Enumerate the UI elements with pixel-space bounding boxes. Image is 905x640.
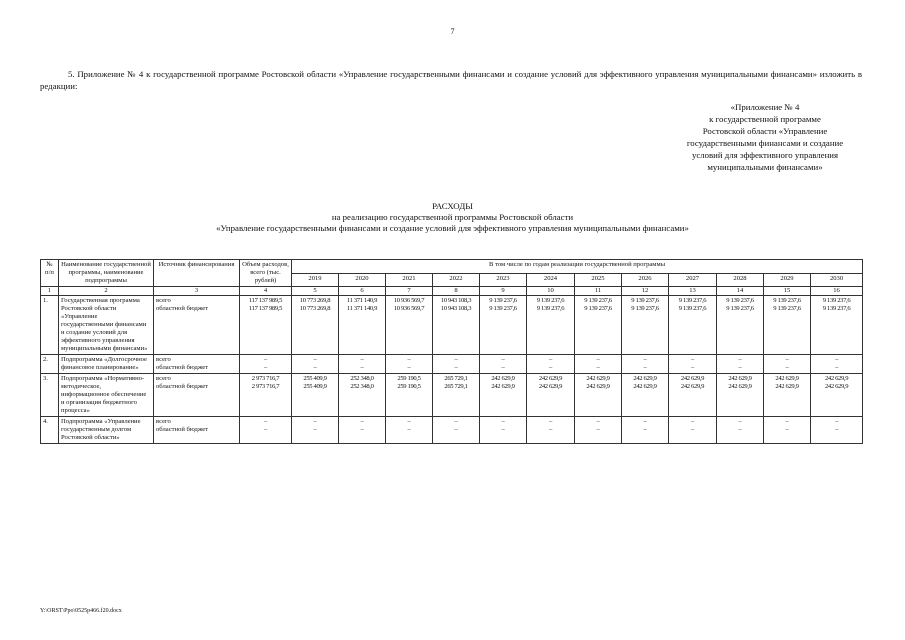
row-source <box>154 417 240 444</box>
table-row <box>41 296 863 355</box>
header-name: Наименование государственной программы, наименование подпрограммы <box>59 260 154 287</box>
year-value: – <box>835 364 839 371</box>
year-value: 10 936 569,7 <box>393 305 425 312</box>
row-total-line: 117 137 989,5 <box>248 305 283 312</box>
row-year-value <box>669 355 717 374</box>
year-value: – <box>501 418 505 425</box>
table-header-row <box>41 260 863 274</box>
row-total <box>240 296 292 355</box>
header-year: 2023 <box>480 273 527 287</box>
year-value: – <box>407 356 411 363</box>
year-value: – <box>360 426 364 433</box>
year-value: 242 629,9 <box>633 383 657 390</box>
year-value: 11 371 140,9 <box>346 297 378 304</box>
row-year-value <box>764 296 811 355</box>
year-value: – <box>360 418 364 425</box>
row-year-value <box>480 296 527 355</box>
year-value: 9 139 237,6 <box>584 305 612 312</box>
header-year: 2025 <box>575 273 622 287</box>
row-year-value <box>575 296 622 355</box>
year-value: 10 943 108,3 <box>440 305 472 312</box>
header-year: 2030 <box>811 273 863 287</box>
row-year-value <box>669 296 717 355</box>
row-year-value <box>575 417 622 444</box>
year-value: 10 773 269,8 <box>299 297 331 304</box>
year-value: 9 139 237,6 <box>536 305 565 312</box>
header-num: № п/п <box>41 260 59 287</box>
table-row <box>41 355 863 374</box>
year-value: 255 409,9 <box>303 375 327 382</box>
column-number: 13 <box>669 287 717 296</box>
row-year-value <box>527 355 575 374</box>
row-year-value <box>292 374 339 417</box>
year-value: – <box>549 426 552 433</box>
row-total-line: – <box>264 418 267 425</box>
row-year-value <box>339 296 386 355</box>
year-value: – <box>691 418 694 425</box>
row-year-value <box>386 296 433 355</box>
header-total: Объем расходов, всего (тыс. рублей) <box>240 260 292 287</box>
row-year-value <box>292 296 339 355</box>
year-value: 9 139 237,6 <box>631 305 659 312</box>
column-number: 15 <box>764 287 811 296</box>
year-value: – <box>313 418 317 425</box>
intro-paragraph: 5. Приложение № 4 к государственной программе Ростовской области «Управление государственными финансами и создание условий для эффективного управления муниципальными финансами» изложить в редакции: <box>40 69 862 91</box>
year-value: 10 936 569,7 <box>393 297 425 304</box>
column-number: 14 <box>717 287 764 296</box>
year-value: 259 190,5 <box>397 383 421 390</box>
year-value: – <box>691 356 694 363</box>
year-value: – <box>549 364 552 371</box>
row-year-value <box>764 417 811 444</box>
row-year-value <box>764 374 811 417</box>
row-year-value <box>480 417 527 444</box>
expenses-table <box>40 259 863 444</box>
header-year: 2027 <box>669 273 717 287</box>
year-value: 242 629,9 <box>824 375 849 382</box>
row-source <box>154 355 240 374</box>
document-subtitle: на реализацию государственной программы Ростовской области <box>331 212 574 222</box>
year-value: – <box>407 426 411 433</box>
row-year-value <box>480 355 527 374</box>
annex-heading <box>655 101 875 173</box>
year-value: 242 629,9 <box>775 375 799 382</box>
row-year-value <box>339 374 386 417</box>
annex-line: условий для эффективного управления <box>691 150 839 160</box>
year-value: – <box>549 418 552 425</box>
document-title: РАСХОДЫ <box>432 201 473 211</box>
year-value: – <box>501 364 505 371</box>
row-year-value <box>622 296 669 355</box>
year-value: – <box>360 356 364 363</box>
row-year-value <box>717 355 764 374</box>
row-year-value <box>292 417 339 444</box>
year-value: 242 629,9 <box>680 375 705 382</box>
year-value: – <box>738 426 742 433</box>
year-value: 242 629,9 <box>491 375 515 382</box>
table-row <box>41 417 863 444</box>
column-number: 7 <box>386 287 433 296</box>
row-total-line: – <box>264 426 267 433</box>
year-value: 9 139 237,6 <box>631 297 659 304</box>
row-year-value <box>386 355 433 374</box>
year-value: – <box>738 418 742 425</box>
column-number: 16 <box>811 287 863 296</box>
row-year-value <box>433 417 480 444</box>
row-year-value <box>527 296 575 355</box>
header-year: 2019 <box>292 273 339 287</box>
row-source-line: областной бюджет <box>156 383 209 390</box>
row-year-value <box>433 374 480 417</box>
row-year-value <box>527 374 575 417</box>
year-value: – <box>785 356 789 363</box>
year-value: – <box>835 426 839 433</box>
year-value: – <box>643 356 647 363</box>
row-number: 2. <box>41 355 59 374</box>
row-name: Подпрограмма «Долгосрочное финансовое планирование» <box>59 355 154 374</box>
year-value: 11 371 140,9 <box>346 305 378 312</box>
year-value: 9 139 237,6 <box>489 297 517 304</box>
header-year: 2021 <box>386 273 433 287</box>
year-value: – <box>407 364 411 371</box>
column-number: 8 <box>433 287 480 296</box>
column-number: 12 <box>622 287 669 296</box>
column-number: 11 <box>575 287 622 296</box>
row-source <box>154 374 240 417</box>
row-year-value <box>764 355 811 374</box>
row-source-line: всего <box>156 418 171 425</box>
year-value: – <box>454 364 458 371</box>
row-year-value <box>669 417 717 444</box>
year-value: – <box>313 364 317 371</box>
year-value: 242 629,9 <box>824 383 849 390</box>
row-year-value <box>339 417 386 444</box>
row-year-value <box>433 296 480 355</box>
year-value: 242 629,9 <box>775 383 799 390</box>
year-value: 242 629,9 <box>586 383 610 390</box>
year-value: – <box>360 364 364 371</box>
header-source: Источник финансирования <box>154 260 240 287</box>
row-year-value <box>622 374 669 417</box>
year-value: – <box>643 426 647 433</box>
row-year-value <box>811 355 863 374</box>
header-year: 2020 <box>339 273 386 287</box>
year-value: – <box>691 426 694 433</box>
year-value: 9 139 237,6 <box>773 305 801 312</box>
row-total-line: – <box>264 364 267 371</box>
header-year: 2026 <box>622 273 669 287</box>
row-source <box>154 296 240 355</box>
row-source-line: всего <box>156 356 171 363</box>
row-year-value <box>717 374 764 417</box>
row-source-line: всего <box>156 297 171 304</box>
year-value: 242 629,9 <box>680 383 705 390</box>
year-value: 9 139 237,6 <box>822 297 851 304</box>
column-number: 4 <box>240 287 292 296</box>
header-year: 2028 <box>717 273 764 287</box>
year-value: – <box>313 426 317 433</box>
column-number: 10 <box>527 287 575 296</box>
year-value: 9 139 237,6 <box>584 297 612 304</box>
year-value: 242 629,9 <box>538 375 563 382</box>
year-value: – <box>596 418 600 425</box>
row-name: Государственная программа Ростовской области «Управление государственными финансами и создание условий для эффективного управления муниципальными финансами» <box>59 296 154 355</box>
row-total <box>240 417 292 444</box>
year-value: – <box>835 356 839 363</box>
year-value: – <box>596 364 600 371</box>
year-value: 242 629,9 <box>633 375 657 382</box>
year-value: – <box>454 418 458 425</box>
row-total <box>240 355 292 374</box>
row-year-value <box>622 417 669 444</box>
row-year-value <box>386 417 433 444</box>
row-year-value <box>669 374 717 417</box>
row-total-line: 2 973 716,7 <box>251 375 280 382</box>
row-name: Подпрограмма «Нормативно-методическое, информационное обеспечение и организация бюджетного процесса» <box>59 374 154 417</box>
year-value: – <box>549 356 552 363</box>
row-year-value <box>811 417 863 444</box>
row-year-value <box>386 374 433 417</box>
header-year: 2022 <box>433 273 480 287</box>
year-value: 10 773 269,8 <box>299 305 331 312</box>
row-source-line: областной бюджет <box>156 364 209 371</box>
column-number-row <box>41 287 863 296</box>
year-value: 259 190,5 <box>397 375 421 382</box>
year-value: 9 139 237,6 <box>536 297 565 304</box>
year-value: – <box>454 426 458 433</box>
year-value: – <box>596 426 600 433</box>
year-value: – <box>454 356 458 363</box>
year-value: – <box>785 418 789 425</box>
row-year-value <box>717 296 764 355</box>
year-value: 10 943 108,3 <box>440 297 472 304</box>
year-value: – <box>313 356 317 363</box>
row-source-line: всего <box>156 375 171 382</box>
row-number: 1. <box>41 296 59 355</box>
year-value: – <box>596 356 600 363</box>
row-source-line: областной бюджет <box>156 426 209 433</box>
header-year: 2029 <box>764 273 811 287</box>
annex-line: государственными финансами и создание <box>686 138 844 148</box>
row-year-value <box>292 355 339 374</box>
row-year-value <box>339 355 386 374</box>
year-value: 242 629,9 <box>586 375 610 382</box>
row-year-value <box>811 296 863 355</box>
row-year-value <box>575 355 622 374</box>
year-value: – <box>835 418 839 425</box>
year-value: 265 729,1 <box>444 375 468 382</box>
year-value: – <box>691 364 694 371</box>
year-value: 9 139 237,6 <box>822 305 851 312</box>
annex-line: к государственной программе <box>709 114 821 124</box>
annex-line: Ростовской области «Управление <box>702 126 828 136</box>
row-total-line: 117 137 989,5 <box>248 297 283 304</box>
year-value: 9 139 237,6 <box>773 297 801 304</box>
column-number: 5 <box>292 287 339 296</box>
row-year-value <box>433 355 480 374</box>
row-total-line: – <box>264 356 267 363</box>
row-name: Подпрограмма «Управление государственным долгом Ростовской области» <box>59 417 154 444</box>
column-number: 3 <box>154 287 240 296</box>
row-year-value <box>717 417 764 444</box>
row-year-value <box>622 355 669 374</box>
year-value: – <box>501 356 505 363</box>
year-value: – <box>738 356 742 363</box>
document-subtitle-program: «Управление государственными финансами и создание условий для эффективного управления муниципальными финансами» <box>216 223 689 233</box>
annex-line: «Приложение № 4 <box>730 102 800 112</box>
row-year-value <box>811 374 863 417</box>
year-value: – <box>407 418 411 425</box>
annex-line: муниципальными финансами» <box>707 162 823 172</box>
row-total <box>240 374 292 417</box>
row-year-value <box>527 417 575 444</box>
year-value: 9 139 237,6 <box>489 305 517 312</box>
header-year: 2024 <box>527 273 575 287</box>
year-value: 255 409,9 <box>303 383 327 390</box>
year-value: – <box>643 364 647 371</box>
header-years-group: В том числе по годам реализации государственной программы <box>292 260 863 274</box>
year-value: 242 629,9 <box>728 383 752 390</box>
year-value: 9 139 237,6 <box>678 305 707 312</box>
row-number: 3. <box>41 374 59 417</box>
table-row <box>41 374 863 417</box>
page-number: 7 <box>450 27 455 36</box>
row-year-value <box>575 374 622 417</box>
file-path-footer: Y:\ORST\Ppo\0525p466.f20.docx <box>40 608 122 614</box>
row-total-line: 2 973 716,7 <box>251 383 280 390</box>
year-value: – <box>738 364 742 371</box>
year-value: 9 139 237,6 <box>726 305 754 312</box>
year-value: – <box>785 364 789 371</box>
year-value: 242 629,9 <box>728 375 752 382</box>
column-number: 6 <box>339 287 386 296</box>
column-number: 1 <box>41 287 59 296</box>
year-value: 9 139 237,6 <box>678 297 707 304</box>
year-value: 265 729,1 <box>444 383 468 390</box>
column-number: 9 <box>480 287 527 296</box>
year-value: – <box>643 418 647 425</box>
row-number: 4. <box>41 417 59 444</box>
year-value: 9 139 237,6 <box>726 297 754 304</box>
year-value: – <box>501 426 505 433</box>
row-year-value <box>480 374 527 417</box>
year-value: 252 348,0 <box>350 383 374 390</box>
column-number: 2 <box>59 287 154 296</box>
year-value: – <box>785 426 789 433</box>
row-source-line: областной бюджет <box>156 305 209 312</box>
year-value: 242 629,9 <box>491 383 515 390</box>
year-value: 252 348,0 <box>350 375 374 382</box>
year-value: 242 629,9 <box>538 383 563 390</box>
